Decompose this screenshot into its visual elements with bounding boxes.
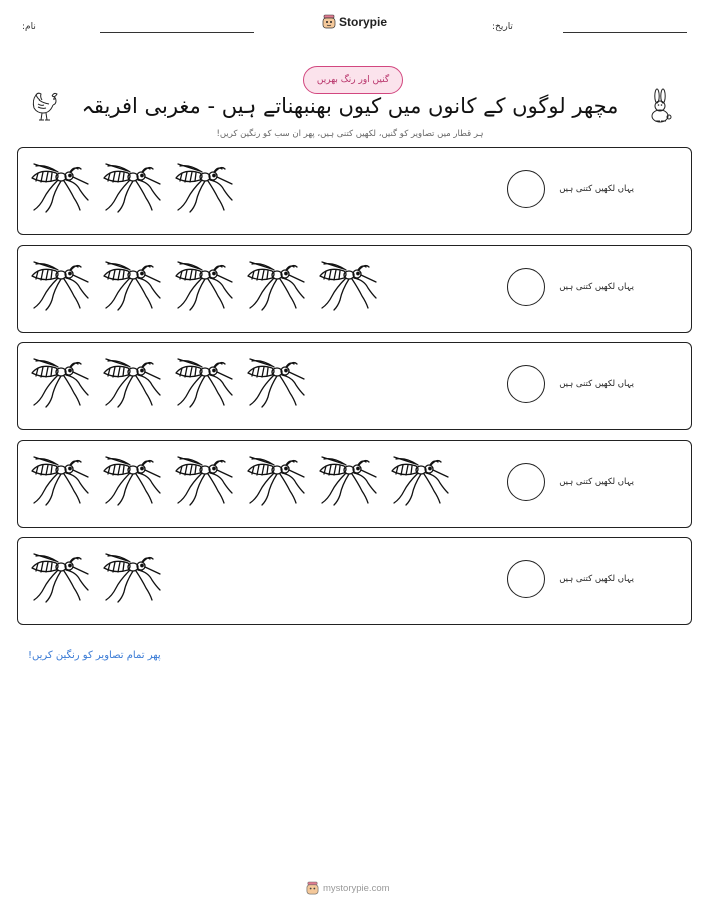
mosquito-icon (102, 453, 162, 509)
activity-badge: گنیں اور رنگ بھریں (303, 66, 403, 94)
count-row (17, 245, 692, 333)
mosquito-icon (30, 453, 90, 509)
answer-circle[interactable] (507, 463, 545, 501)
mosquito-icon (30, 258, 90, 314)
answer-circle[interactable] (507, 268, 545, 306)
count-row (17, 342, 692, 430)
date-line[interactable] (563, 32, 687, 33)
mosquito-icon (174, 453, 234, 509)
mosquito-icon (102, 550, 162, 606)
row-label: یہاں لکھیں کتنی ہیں (559, 281, 634, 292)
date-label: تاریخ: (492, 22, 513, 32)
mosquito-icon (102, 355, 162, 411)
footer-site: mystorypie.com (323, 882, 390, 894)
coloring-note: پھر تمام تصاویر کو رنگین کریں! (28, 650, 161, 661)
brand-header (322, 12, 387, 32)
storypie-logo-icon (322, 14, 336, 30)
count-row (17, 147, 692, 235)
insect-group (30, 258, 378, 314)
mosquito-icon (246, 355, 306, 411)
mosquito-icon (390, 453, 450, 509)
insect-group (30, 160, 234, 216)
mosquito-icon (30, 160, 90, 216)
name-label: نام: (22, 22, 36, 32)
row-label: یہاں لکھیں کتنی ہیں (559, 184, 634, 194)
mosquito-icon (30, 550, 90, 606)
row-label: یہاں لکھیں کتنی ہیں (559, 574, 634, 584)
mosquito-icon (102, 258, 162, 314)
count-row (17, 537, 692, 625)
mosquito-icon (174, 258, 234, 314)
mosquito-icon (246, 453, 306, 509)
row-label: یہاں لکھیں کتنی ہیں (559, 476, 634, 487)
insect-group (30, 355, 306, 411)
name-line[interactable] (100, 32, 254, 33)
mosquito-icon (318, 453, 378, 509)
mosquito-icon (174, 355, 234, 411)
mosquito-icon (174, 160, 234, 216)
brand-name: Storypie (339, 15, 388, 29)
rooster-icon (30, 90, 62, 124)
answer-circle[interactable] (507, 365, 545, 403)
mosquito-icon (318, 258, 378, 314)
mosquito-icon (30, 355, 90, 411)
insect-group (30, 550, 162, 606)
answer-circle[interactable] (507, 170, 545, 208)
count-row (17, 440, 692, 528)
storypie-logo-icon (306, 881, 319, 896)
insect-group (30, 453, 450, 509)
rabbit-icon (646, 88, 676, 124)
answer-circle[interactable] (507, 560, 545, 598)
footer-brand (306, 880, 390, 896)
row-label: یہاں لکھیں کتنی ہیں (559, 379, 634, 389)
page-title: مچھر لوگوں کے کانوں میں کیوں بھنبھناتے ہیں - مغربی افریقہ (81, 94, 619, 118)
mosquito-icon (102, 160, 162, 216)
instructions: ہر قطار میں تصاویر کو گنیں، لکھیں کتنی ہیں، پھر ان سب کو رنگین کریں! (216, 129, 484, 139)
mosquito-icon (246, 258, 306, 314)
